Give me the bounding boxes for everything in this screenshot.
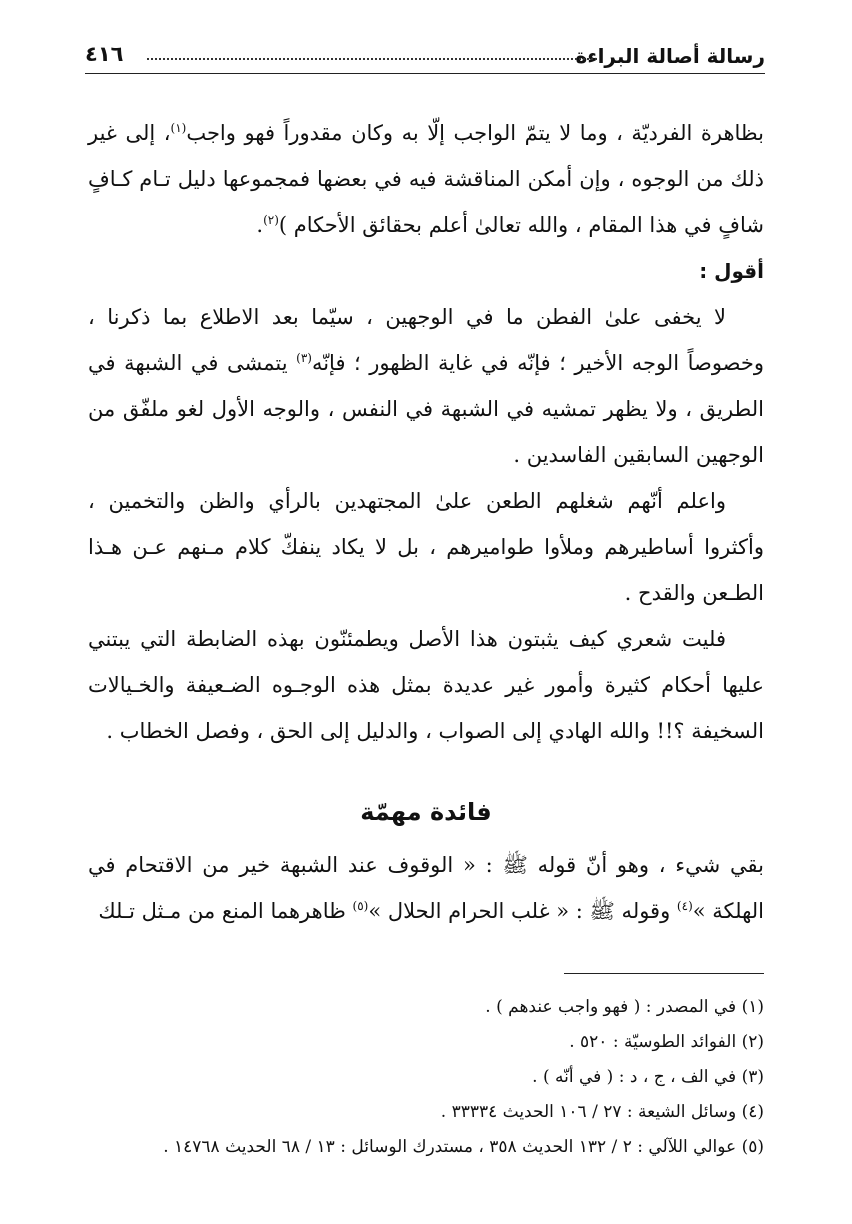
running-title: رسالة أصالة البراءة: [575, 44, 765, 68]
footnote-ref-2: (٢): [263, 213, 279, 227]
running-header: [85, 38, 765, 74]
footnote-4: (٤) وسائل الشيعة : ٢٧ / ١٠٦ الحديث ٣٣٣٣٤ .: [440, 1102, 764, 1122]
paragraph-5: بقي شيء ، وهو أنّ قوله ﷺ : « الوقوف عند الشبهة خير من الاقتحام في الهلكة »$^{(٤)}$ وقوله ﷺ : « غلب الحرام الحلال »$^{(٥)}$ ظاهرهما المنع من مـثل تـلك: [88, 853, 764, 923]
section-text: [88, 842, 764, 934]
footnote-2: (٢) الفوائد الطوسيّة : ٥٢٠ .: [569, 1032, 764, 1052]
aqul-label: أقول :: [699, 259, 764, 283]
header-dot-leader: [147, 58, 597, 60]
footnote-ref-4: (٤): [676, 899, 693, 913]
paragraph-1: بظاهرة الفرديّة ، وما لا يتمّ الواجب إلّا به وكان مقدوراً فهو واجب$^{(١)}$، إلى غير ذلك من الوجوه ، وإن أمكن المناقشة فيه في بعضها فمجموعها دليل تـام كـافٍ شافٍ في هذا المقام ، والله تعالىٰ أعلم بحقائق الأحكام )$^{(٢)}$.: [88, 121, 764, 237]
footnote-ref-3: (٣): [296, 351, 312, 365]
main-text: [88, 110, 764, 754]
footnote-ref-5: (٥): [352, 899, 369, 913]
footnotes: [88, 990, 764, 1165]
page-number: ٤١٦: [85, 42, 124, 66]
footnote-ref-1: (١): [170, 121, 187, 135]
paragraph-3: واعلم أنّهم شغلهم الطعن علىٰ المجتهدين بالرأي والظن والتخمين ، وأكثروا أساطيرهم وملأوا طواميرهم ، بل لا يكاد ينفكّ كلام مـنهم عـن هـذا الطـعن والقدح .: [88, 489, 764, 605]
paragraph-4: فليت شعري كيف يثبتون هذا الأصل ويطمئنّون بهذه الضابطة التي يبتني عليها أحكام كثيرة وأمور غير عديدة بمثل هذه الوجـوه الضـعيفة والخـيالات السخيفة ؟!! والله الهادي إلى الصواب ، والدليل إلى الحق ، وفصل الخطاب .: [88, 627, 764, 743]
paragraph-2: لا يخفى علىٰ الفطن ما في الوجهين ، سيّما بعد الاطلاع بما ذكرنا ، وخصوصاً الوجه الأخير ؛ فإنّه في غاية الظهور ؛ فإنّه$^{(٣)}$ يتمشى في الشبهة في الطريق ، ولا يظهر تمشيه في الشبهة في النفس ، والوجه الأول لغو ملفّق من الوجهين السابقين الفاسدين .: [88, 305, 764, 467]
footnote-1: (١) في المصدر : ( فهو واجب عندهم ) .: [485, 997, 764, 1017]
header-rule: [85, 73, 765, 74]
footnote-5: (٥) عوالي اللآلي : ٢ / ١٣٢ الحديث ٣٥٨ ، مستدرك الوسائل : ١٣ / ٦٨ الحديث ١٤٧٦٨ .: [163, 1137, 764, 1157]
footnote-rule: [564, 973, 764, 974]
footnote-3: (٣) في الف ، ج ، د : ( في أنّه ) .: [532, 1067, 764, 1087]
section-heading: فائدة مهمّة: [360, 798, 492, 826]
